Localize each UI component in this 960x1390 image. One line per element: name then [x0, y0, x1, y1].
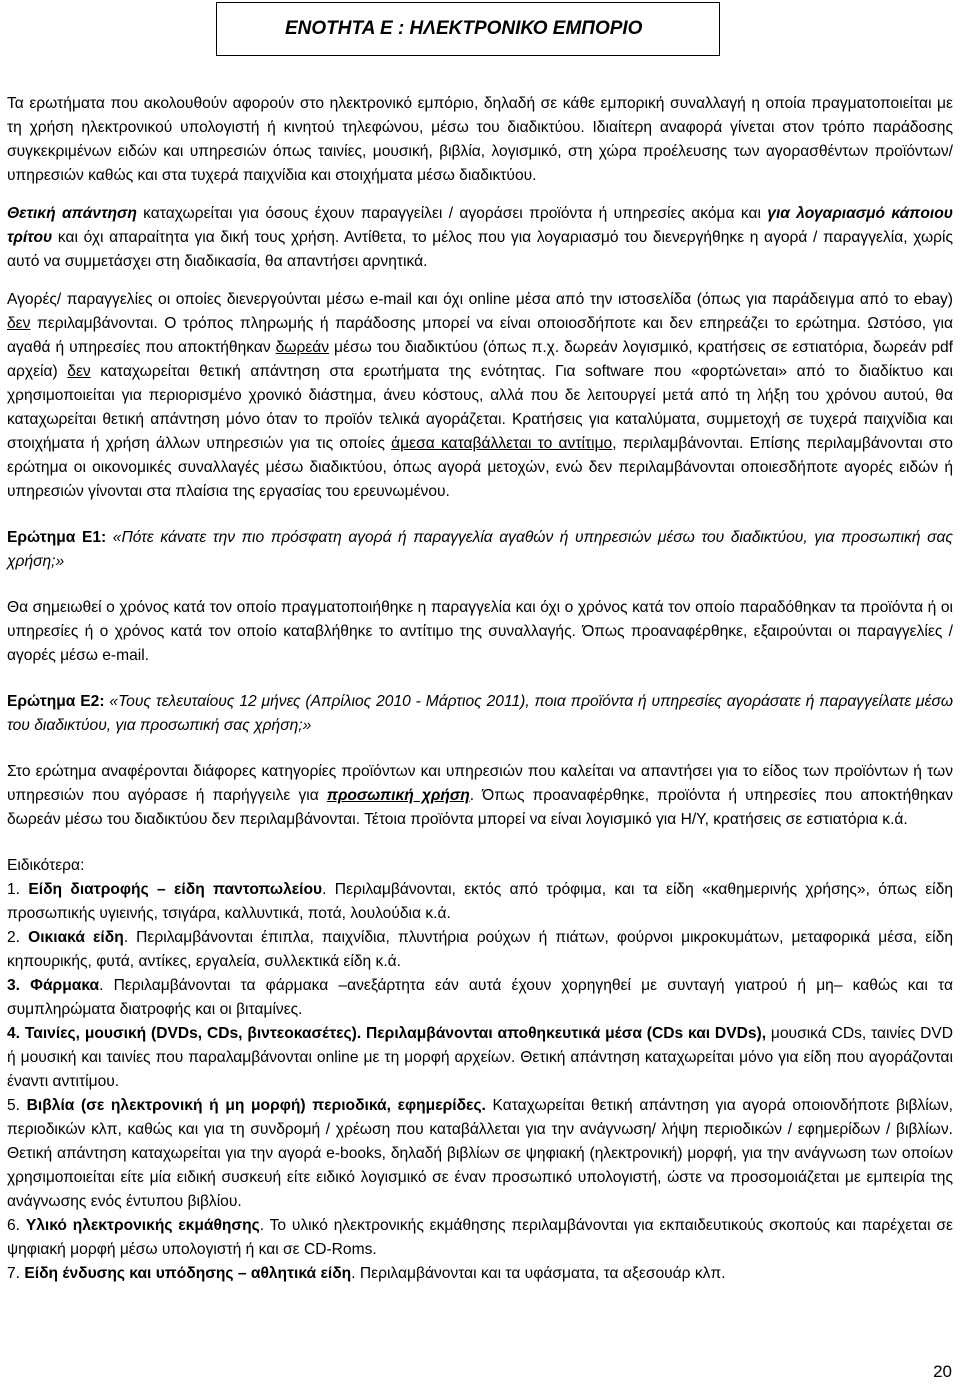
item-text: Καταχωρείται θετική απάντηση για αγορά οποιονδήποτε βιβλίων, περιοδικών κλπ, καθώς και για τη συνδρομή / χρέωση που καταβάλλεται για την ανάγνωση/ λήψη περιοδικών / εφημερίδων / βιβλίων. Θετική απάντηση καταχωρείται για την αγορά e-books, δηλαδή βιβλίων σε ψηφιακή (ηλεκτρονική) μορφή, για την ανάγνωση των οποίων χρησιμοποιείται είτε μία ειδική συσκευή είτε ειδικό λογισμικό σε έναν προσωπικό υπολογιστή, ώστε να προσομοιάζεται με εμπειρία της ανάγνωσης ενός έντυπου βιβλίου.: [7, 1097, 953, 1210]
item-text: μουσικά CDs, ταινίες DVD ή μουσική και ταινίες που παραλαμβάνονται online με τη μορφή αρχείων. Θετική απάντηση καταχωρείται μόνο για είδη που αγοράζονται έναντι αντιτίμου.: [7, 1025, 953, 1090]
intro-p3-c: περιλαμβάνονται. Ο τρόπος πληρωμής ή παράδοσης μπορεί να είναι οποιοσδήποτε και δεν επηρεάζει το ερώτημα. Ωστόσο, για αγαθά ή υπηρεσίες που αποκτήθηκαν: [7, 315, 953, 356]
intro-p3-underline-1: δεν: [7, 315, 31, 332]
item-text: . Το υλικό ηλεκτρονικής εκμάθησης περιλαμβάνονται για εκπαιδευτικούς σκοπούς και παρέχεται σε ψηφιακή μορφή μέσω υπολογιστή ή και σε CD-Roms.: [7, 1217, 953, 1258]
question-e1: [7, 526, 953, 574]
positive-answer-term: Θετική απάντηση: [7, 205, 137, 222]
item-number: 4.: [7, 1025, 21, 1042]
intro-p2-text: καταχωρείται για όσους έχουν παραγγείλει / αγοράσει προϊόντα ή υπηρεσίες ακόμα και: [136, 205, 768, 222]
item-number: 5.: [7, 1097, 21, 1114]
document-body: [7, 92, 953, 1286]
item-number: 6.: [7, 1217, 21, 1234]
specifics-heading: Ειδικότερα:: [7, 857, 85, 874]
item-number: 2.: [7, 929, 21, 946]
q2-note-c: . Όπως προαναφέρθηκε, προϊόντα ή υπηρεσίες που αποκτήθηκαν δωρεάν μέσω του διαδικτύου δεν περιλαμβάνονται. Τέτοια προϊόντα μπορεί να είναι λογισμικό για Η/Υ, κρατήσεις σε εστιατόρια κ.ά.: [7, 787, 953, 828]
question-e1-text: «Πότε κάνατε την πιο πρόσφατη αγορά ή παραγγελία αγαθών ή υπηρεσιών μέσω του διαδικτύου, για προσωπική σας χρήση;»: [7, 529, 954, 570]
intro-paragraph-1: Τα ερωτήματα που ακολουθούν αφορούν στο ηλεκτρονικό εμπόριο, δηλαδή σε κάθε εμπορική συναλλαγή η οποία πραγματοποιείται με τη χρήση ηλεκτρονικού υπολογιστή ή κινητού τηλεφώνου, μέσω του διαδικτύου. Ιδιαίτερη αναφορά γίνεται στον τρόπο παράδοσης συγκεκριμένων ειδών και υπηρεσιών όπως ταινίες, μουσική, βιβλία, λογισμικό, στη χώρα προέλευσης των αγορασθέντων προϊόντων/υπηρεσιών καθώς και στα τυχερά παιχνίδια και στοιχήματα μέσω διαδικτύου.: [7, 95, 953, 184]
intro-p3-underline-2: δωρεάν: [275, 339, 330, 356]
question-e2-note: [7, 760, 953, 832]
intro-p3-a: Αγορές/ παραγγελίες οι οποίες διενεργούνται μέσω e-mail και όχι online μέσα από την ιστοσελίδα (όπως για παράδειγμα από το ebay): [7, 291, 953, 308]
item-text: . Περιλαμβάνονται, εκτός από τρόφιμα, και τα είδη «καθημερινής χρήσης», όπως είδη προσωπικής υγιεινής, τσιγάρα, καλλυντικά, ποτά, λουλούδια κ.ά.: [7, 881, 954, 922]
personal-use-term: προσωπική χρήση: [326, 787, 470, 804]
list-item: [7, 926, 953, 974]
item-title: Ταινίες, μουσική (DVDs, CDs, βιντεοκασέτες). Περιλαμβάνονται αποθηκευτικά μέσα (CDs και DVDs),: [24, 1025, 767, 1042]
intro-paragraph-3: [7, 288, 953, 504]
intro-p3-underline-4: άμεσα καταβάλλεται το αντίτιμο: [391, 435, 613, 452]
item-text: . Περιλαμβάνονται και τα υφάσματα, τα αξεσουάρ κλπ.: [351, 1265, 726, 1282]
item-title: Είδη ένδυσης και υπόδησης – αθλητικά είδη: [24, 1265, 352, 1282]
item-title: Υλικό ηλεκτρονικής εκμάθησης: [25, 1217, 260, 1234]
list-item: [7, 1022, 953, 1094]
intro-p2-text-end: και όχι απαραίτητα για δική τους χρήση. Αντίθετα, το μέλος που για λογαριασμό του διενεργήθηκε η αγορά / παραγγελία, χωρίς αυτό να συμμετάσχει στη διαδικασία, θα απαντήσει αρνητικά.: [7, 229, 953, 270]
q2-note-a: Στο ερώτημα αναφέρονται διάφορες κατηγορίες προϊόντων και υπηρεσιών που καλείται να απαντήσει για το είδος των προϊόντων ή των υπηρεσιών που αγόρασε ή παρήγγειλε για: [7, 763, 953, 804]
item-title: Φάρμακα: [30, 977, 100, 994]
item-title: Οικιακά είδη: [28, 929, 124, 946]
question-e2-text: «Τους τελευταίους 12 μήνες (Απρίλιος 2010 - Μάρτιος 2011), ποια προϊόντα ή υπηρεσίες αγοράσατε ή παραγγείλατε μέσω του διαδικτύου, για προσωπική σας χρήση;»: [7, 693, 953, 734]
intro-paragraph-2: [7, 202, 953, 274]
list-item: [7, 1214, 953, 1262]
question-e1-note: Θα σημειωθεί ο χρόνος κατά τον οποίο πραγματοποιήθηκε η παραγγελία και όχι ο χρόνος κατά τον οποίο παραδόθηκαν τα προϊόντα ή οι υπηρεσίες ή ο χρόνος κατά τον οποίο καταβλήθηκε το αντίτιμο της συναλλαγής. Όπως προαναφέρθηκε, εξαιρούνται οι παραγγελίες / αγορές μέσω e-mail.: [7, 599, 953, 664]
list-item: [7, 1094, 953, 1214]
question-e2-label: Ερώτημα Ε2:: [7, 693, 105, 710]
intro-p3-i: , περιλαμβάνονται. Επίσης περιλαμβάνονται στο ερώτημα οι οικονομικές συναλλαγές μέσω διαδικτύου, όπως αγορά μετοχών, ενώ δεν περιλαμβάνονται οποιεσδήποτε αγορές ειδών ή υπηρεσιών γίνονται στα πλαίσια της εργασίας του ερευνωμένου.: [7, 435, 953, 500]
item-number: 7.: [7, 1265, 21, 1282]
specifics-list: [7, 878, 953, 1286]
third-party-term: για λογαριασμό κάποιου τρίτου: [7, 205, 953, 246]
item-number: 3.: [7, 977, 21, 994]
list-item: [7, 878, 953, 926]
intro-p3-g: καταχωρείται θετική απάντηση στα ερωτήματα της ενότητας. Για software που «φορτώνεται» από το διαδίκτυο και χρησιμοποιείται για περιορισμένο χρονικό διάστημα, άνευ κόστους, αλλά που δε λειτουργεί μετά από τη λήξη του χρόνου αυτού, θα καταχωρείται θετική απάντηση μόνο όταν το προϊόν τελικά αγοράζεται. Κρατήσεις για καταλύματα, συμμετοχή σε τυχερά παιχνίδια και στοιχήματα ή χρήση άλλων υπηρεσιών για τις οποίες: [7, 363, 953, 452]
question-e1-label: Ερώτημα Ε1:: [7, 529, 107, 546]
intro-p3-e: μέσω του διαδικτύου (όπως π.χ. δωρεάν λογισμικό, κρατήσεις σε εστιατόρια, δωρεάν pdf αρχεία): [7, 339, 954, 380]
item-text: . Περιλαμβάνονται έπιπλα, παιχνίδια, πλυντήρια ρούχων ή πιάτων, φούρνοι μικροκυμάτων, μεταφορικά μέσα, είδη κηπουρικής, φυτά, αντίκες, εργαλεία, συλλεκτικά είδη κ.ά.: [7, 929, 953, 970]
item-number: 1.: [7, 881, 21, 898]
item-text: . Περιλαμβάνονται τα φάρμακα –ανεξάρτητα εάν αυτά έχουν χορηγηθεί με συνταγή γιατρού ή μη– καθώς και τα συμπληρώματα διατροφής και οι βιταμίνες.: [7, 977, 953, 1018]
page-number: 20: [933, 1362, 952, 1381]
item-title: Βιβλία (σε ηλεκτρονική ή μη μορφή) περιοδικά, εφημερίδες.: [26, 1097, 486, 1114]
section-title-box: [216, 2, 720, 56]
intro-p3-underline-3: δεν: [67, 363, 91, 380]
question-e2: [7, 690, 953, 738]
list-item: [7, 1262, 953, 1286]
list-item: [7, 974, 953, 1022]
section-title: ΕΝΟΤΗΤΑ Ε : ΗΛΕΚΤΡΟΝΙΚΟ ΕΜΠΟΡΙΟ: [285, 18, 643, 39]
item-title: Είδη διατροφής – είδη παντοπωλείου: [28, 881, 323, 898]
